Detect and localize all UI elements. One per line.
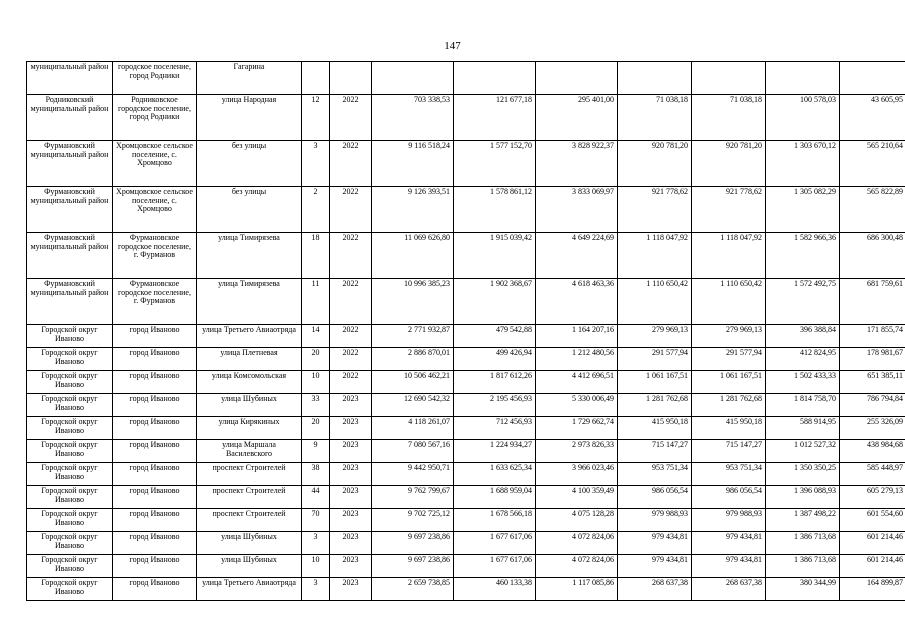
amount-cell: 4 100 359,49	[536, 486, 618, 509]
year-cell	[330, 62, 372, 95]
settlement-cell: город Иваново	[113, 509, 197, 532]
municipality-cell: Городской округ Иваново	[27, 394, 113, 417]
amount-cell: 4 618 463,36	[536, 279, 618, 325]
house-number-cell: 33	[302, 394, 330, 417]
table-row	[27, 532, 905, 555]
amount-cell: 43 605,95	[840, 95, 905, 141]
table-row	[27, 62, 905, 95]
total-cost-cell: 9 126 393,51	[372, 187, 454, 233]
amount-cell	[766, 62, 840, 95]
amount-cell: 268 637,38	[618, 578, 692, 601]
amount-cell: 979 434,81	[692, 555, 766, 578]
amount-cell: 715 147,27	[692, 440, 766, 463]
amount-cell: 396 388,84	[766, 325, 840, 348]
amount-cell: 1 572 492,75	[766, 279, 840, 325]
amount-cell: 2 973 826,33	[536, 440, 618, 463]
amount-cell	[692, 62, 766, 95]
amount-cell: 585 448,97	[840, 463, 905, 486]
total-cost-cell: 9 697 238,86	[372, 555, 454, 578]
amount-cell: 979 988,93	[692, 509, 766, 532]
house-number-cell: 2	[302, 187, 330, 233]
municipality-cell: Городской округ Иваново	[27, 555, 113, 578]
street-cell: улица Третьего Авиаотряда	[197, 578, 302, 601]
table-row	[27, 371, 905, 394]
municipality-cell: Фурмановский муниципальный район	[27, 141, 113, 187]
total-cost-cell: 7 080 567,16	[372, 440, 454, 463]
amount-cell: 499 426,94	[454, 348, 536, 371]
year-cell: 2023	[330, 417, 372, 440]
amount-cell: 1 577 152,70	[454, 141, 536, 187]
table-body	[27, 62, 905, 601]
year-cell: 2022	[330, 187, 372, 233]
year-cell: 2023	[330, 555, 372, 578]
amount-cell: 1 110 650,42	[618, 279, 692, 325]
street-cell: улица Шубиных	[197, 394, 302, 417]
amount-cell: 1 118 047,92	[692, 233, 766, 279]
total-cost-cell: 2 771 932,87	[372, 325, 454, 348]
year-cell: 2023	[330, 532, 372, 555]
street-cell: проспект Строителей	[197, 509, 302, 532]
amount-cell: 681 759,61	[840, 279, 905, 325]
amount-cell: 4 075 128,28	[536, 509, 618, 532]
amount-cell: 1 350 350,25	[766, 463, 840, 486]
amount-cell: 605 279,13	[840, 486, 905, 509]
house-number-cell: 11	[302, 279, 330, 325]
amount-cell: 1 118 047,92	[618, 233, 692, 279]
amount-cell: 279 969,13	[692, 325, 766, 348]
amount-cell: 279 969,13	[618, 325, 692, 348]
house-number-cell: 38	[302, 463, 330, 486]
amount-cell: 100 578,03	[766, 95, 840, 141]
amount-cell: 979 988,93	[618, 509, 692, 532]
year-cell: 2022	[330, 371, 372, 394]
amount-cell: 1 396 088,93	[766, 486, 840, 509]
amount-cell: 1 386 713,68	[766, 555, 840, 578]
amount-cell: 953 751,34	[692, 463, 766, 486]
house-number-cell: 10	[302, 555, 330, 578]
total-cost-cell: 703 338,53	[372, 95, 454, 141]
amount-cell: 71 038,18	[618, 95, 692, 141]
amount-cell: 712 456,93	[454, 417, 536, 440]
total-cost-cell: 2 886 870,01	[372, 348, 454, 371]
settlement-cell: город Иваново	[113, 463, 197, 486]
municipality-cell: Фурмановский муниципальный район	[27, 279, 113, 325]
year-cell: 2022	[330, 325, 372, 348]
total-cost-cell: 9 702 725,12	[372, 509, 454, 532]
amount-cell: 1 303 670,12	[766, 141, 840, 187]
total-cost-cell: 12 690 542,32	[372, 394, 454, 417]
house-number-cell: 20	[302, 417, 330, 440]
year-cell: 2023	[330, 394, 372, 417]
amount-cell: 2 195 456,93	[454, 394, 536, 417]
amount-cell: 121 677,18	[454, 95, 536, 141]
amount-cell	[536, 62, 618, 95]
amount-cell: 1 305 082,29	[766, 187, 840, 233]
amount-cell: 178 981,67	[840, 348, 905, 371]
year-cell: 2022	[330, 141, 372, 187]
year-cell: 2023	[330, 486, 372, 509]
amount-cell: 565 822,89	[840, 187, 905, 233]
house-number-cell: 10	[302, 371, 330, 394]
amount-cell: 1 633 625,34	[454, 463, 536, 486]
amount-cell: 786 794,84	[840, 394, 905, 417]
amount-cell: 291 577,94	[692, 348, 766, 371]
amount-cell: 588 914,95	[766, 417, 840, 440]
amount-cell: 953 751,34	[618, 463, 692, 486]
table-row	[27, 325, 905, 348]
data-table	[26, 61, 905, 601]
total-cost-cell: 9 697 238,86	[372, 532, 454, 555]
street-cell: без улицы	[197, 141, 302, 187]
total-cost-cell: 11 069 626,80	[372, 233, 454, 279]
amount-cell: 1 817 612,26	[454, 371, 536, 394]
street-cell: без улицы	[197, 187, 302, 233]
municipality-cell: Городской округ Иваново	[27, 463, 113, 486]
house-number-cell: 14	[302, 325, 330, 348]
settlement-cell: Фурмановское городское поселение, г. Фурманов	[113, 233, 197, 279]
table-row	[27, 233, 905, 279]
amount-cell: 1 915 039,42	[454, 233, 536, 279]
total-cost-cell: 2 659 738,85	[372, 578, 454, 601]
amount-cell: 268 637,38	[692, 578, 766, 601]
amount-cell: 5 330 006,49	[536, 394, 618, 417]
page-number: 147	[444, 40, 461, 52]
amount-cell: 1 578 861,12	[454, 187, 536, 233]
municipality-cell: Городской округ Иваново	[27, 325, 113, 348]
table-row	[27, 417, 905, 440]
settlement-cell: Хромцовское сельское поселение, с. Хромцово	[113, 141, 197, 187]
amount-cell: 986 056,54	[692, 486, 766, 509]
amount-cell: 1 110 650,42	[692, 279, 766, 325]
table-row	[27, 509, 905, 532]
amount-cell: 3 966 023,46	[536, 463, 618, 486]
street-cell: улица Тимирязева	[197, 279, 302, 325]
street-cell: улица Третьего Авиаотряда	[197, 325, 302, 348]
street-cell: улица Шубиных	[197, 532, 302, 555]
table-row	[27, 578, 905, 601]
amount-cell: 565 210,64	[840, 141, 905, 187]
amount-cell: 1 212 480,56	[536, 348, 618, 371]
settlement-cell: город Иваново	[113, 325, 197, 348]
amount-cell: 979 434,81	[618, 532, 692, 555]
amount-cell: 921 778,62	[618, 187, 692, 233]
amount-cell: 715 147,27	[618, 440, 692, 463]
settlement-cell: Фурмановское городское поселение, г. Фурманов	[113, 279, 197, 325]
street-cell: улица Комсомольская	[197, 371, 302, 394]
amount-cell: 1 582 966,36	[766, 233, 840, 279]
municipality-cell: Городской округ Иваново	[27, 532, 113, 555]
settlement-cell: город Иваново	[113, 555, 197, 578]
amount-cell: 479 542,88	[454, 325, 536, 348]
settlement-cell: город Иваново	[113, 440, 197, 463]
amount-cell: 1 117 085,86	[536, 578, 618, 601]
amount-cell: 164 899,87	[840, 578, 905, 601]
amount-cell: 4 072 824,06	[536, 532, 618, 555]
street-cell: улица Тимирязева	[197, 233, 302, 279]
total-cost-cell: 10 506 462,21	[372, 371, 454, 394]
settlement-cell: городское поселение, город Родники	[113, 62, 197, 95]
amount-cell	[618, 62, 692, 95]
settlement-cell: Хромцовское сельское поселение, с. Хромцово	[113, 187, 197, 233]
house-number-cell: 3	[302, 532, 330, 555]
amount-cell: 601 214,46	[840, 555, 905, 578]
amount-cell: 4 649 224,69	[536, 233, 618, 279]
house-number-cell: 18	[302, 233, 330, 279]
settlement-cell: Родниковское городское поселение, город Родники	[113, 95, 197, 141]
table-row	[27, 555, 905, 578]
settlement-cell: город Иваново	[113, 371, 197, 394]
settlement-cell: город Иваново	[113, 486, 197, 509]
house-number-cell: 3	[302, 141, 330, 187]
amount-cell: 920 781,20	[692, 141, 766, 187]
settlement-cell: город Иваново	[113, 394, 197, 417]
amount-cell: 979 434,81	[692, 532, 766, 555]
municipality-cell: Городской округ Иваново	[27, 348, 113, 371]
amount-cell: 1 224 934,27	[454, 440, 536, 463]
amount-cell: 1 902 368,67	[454, 279, 536, 325]
amount-cell: 921 778,62	[692, 187, 766, 233]
amount-cell: 412 824,95	[766, 348, 840, 371]
amount-cell	[840, 62, 905, 95]
municipality-cell: Родниковский муниципальный район	[27, 95, 113, 141]
house-number-cell: 20	[302, 348, 330, 371]
street-cell: проспект Строителей	[197, 486, 302, 509]
table-row	[27, 440, 905, 463]
amount-cell: 979 434,81	[618, 555, 692, 578]
amount-cell: 460 133,38	[454, 578, 536, 601]
municipality-cell: Фурмановский муниципальный район	[27, 187, 113, 233]
amount-cell: 920 781,20	[618, 141, 692, 187]
amount-cell: 1 164 207,16	[536, 325, 618, 348]
house-number-cell	[302, 62, 330, 95]
amount-cell: 71 038,18	[692, 95, 766, 141]
table-row	[27, 187, 905, 233]
amount-cell: 1 502 433,33	[766, 371, 840, 394]
amount-cell: 1 012 527,32	[766, 440, 840, 463]
year-cell: 2023	[330, 509, 372, 532]
amount-cell: 1 814 758,70	[766, 394, 840, 417]
year-cell: 2022	[330, 233, 372, 279]
municipality-cell: Городской округ Иваново	[27, 486, 113, 509]
municipality-cell: Фурмановский муниципальный район	[27, 233, 113, 279]
house-number-cell: 12	[302, 95, 330, 141]
settlement-cell: город Иваново	[113, 348, 197, 371]
amount-cell: 1 729 662,74	[536, 417, 618, 440]
amount-cell: 1 061 167,51	[618, 371, 692, 394]
amount-cell: 1 688 959,04	[454, 486, 536, 509]
year-cell: 2022	[330, 279, 372, 325]
year-cell: 2023	[330, 463, 372, 486]
amount-cell: 686 300,48	[840, 233, 905, 279]
amount-cell: 986 056,54	[618, 486, 692, 509]
amount-cell: 415 950,18	[692, 417, 766, 440]
municipality-cell: Городской округ Иваново	[27, 440, 113, 463]
amount-cell: 4 072 824,06	[536, 555, 618, 578]
settlement-cell: город Иваново	[113, 532, 197, 555]
amount-cell: 1 281 762,68	[618, 394, 692, 417]
total-cost-cell: 10 996 385,23	[372, 279, 454, 325]
year-cell: 2022	[330, 95, 372, 141]
street-cell: улица Кирякиных	[197, 417, 302, 440]
table-row	[27, 463, 905, 486]
amount-cell: 3 828 922,37	[536, 141, 618, 187]
amount-cell: 601 214,46	[840, 532, 905, 555]
municipality-cell: муниципальный район	[27, 62, 113, 95]
total-cost-cell: 9 762 799,67	[372, 486, 454, 509]
amount-cell: 1 677 617,06	[454, 555, 536, 578]
amount-cell: 4 412 696,51	[536, 371, 618, 394]
amount-cell: 651 385,11	[840, 371, 905, 394]
table-row	[27, 279, 905, 325]
amount-cell: 1 061 167,51	[692, 371, 766, 394]
amount-cell: 1 386 713,68	[766, 532, 840, 555]
table-row	[27, 141, 905, 187]
amount-cell: 601 554,60	[840, 509, 905, 532]
amount-cell: 1 677 617,06	[454, 532, 536, 555]
amount-cell: 295 401,00	[536, 95, 618, 141]
amount-cell	[454, 62, 536, 95]
year-cell: 2022	[330, 348, 372, 371]
year-cell: 2023	[330, 578, 372, 601]
amount-cell: 380 344,99	[766, 578, 840, 601]
amount-cell: 3 833 069,97	[536, 187, 618, 233]
total-cost-cell: 9 116 518,24	[372, 141, 454, 187]
street-cell: улица Плетневая	[197, 348, 302, 371]
table-row	[27, 486, 905, 509]
municipality-cell: Городской округ Иваново	[27, 578, 113, 601]
house-number-cell: 44	[302, 486, 330, 509]
municipality-cell: Городской округ Иваново	[27, 371, 113, 394]
amount-cell: 1 387 498,22	[766, 509, 840, 532]
year-cell: 2023	[330, 440, 372, 463]
amount-cell: 415 950,18	[618, 417, 692, 440]
table-row	[27, 95, 905, 141]
total-cost-cell: 9 442 950,71	[372, 463, 454, 486]
street-cell: Гагарина	[197, 62, 302, 95]
total-cost-cell: 4 118 261,07	[372, 417, 454, 440]
street-cell: проспект Строителей	[197, 463, 302, 486]
house-number-cell: 9	[302, 440, 330, 463]
municipality-cell: Городской округ Иваново	[27, 417, 113, 440]
amount-cell: 1 281 762,68	[692, 394, 766, 417]
table-row	[27, 348, 905, 371]
settlement-cell: город Иваново	[113, 578, 197, 601]
amount-cell: 438 984,68	[840, 440, 905, 463]
street-cell: улица Шубиных	[197, 555, 302, 578]
settlement-cell: город Иваново	[113, 417, 197, 440]
amount-cell: 1 678 566,18	[454, 509, 536, 532]
table-row	[27, 394, 905, 417]
amount-cell: 255 326,09	[840, 417, 905, 440]
amount-cell: 171 855,74	[840, 325, 905, 348]
street-cell: улица Народная	[197, 95, 302, 141]
house-number-cell: 70	[302, 509, 330, 532]
total-cost-cell	[372, 62, 454, 95]
municipality-cell: Городской округ Иваново	[27, 509, 113, 532]
house-number-cell: 3	[302, 578, 330, 601]
street-cell: улица Маршала Василевского	[197, 440, 302, 463]
amount-cell: 291 577,94	[618, 348, 692, 371]
